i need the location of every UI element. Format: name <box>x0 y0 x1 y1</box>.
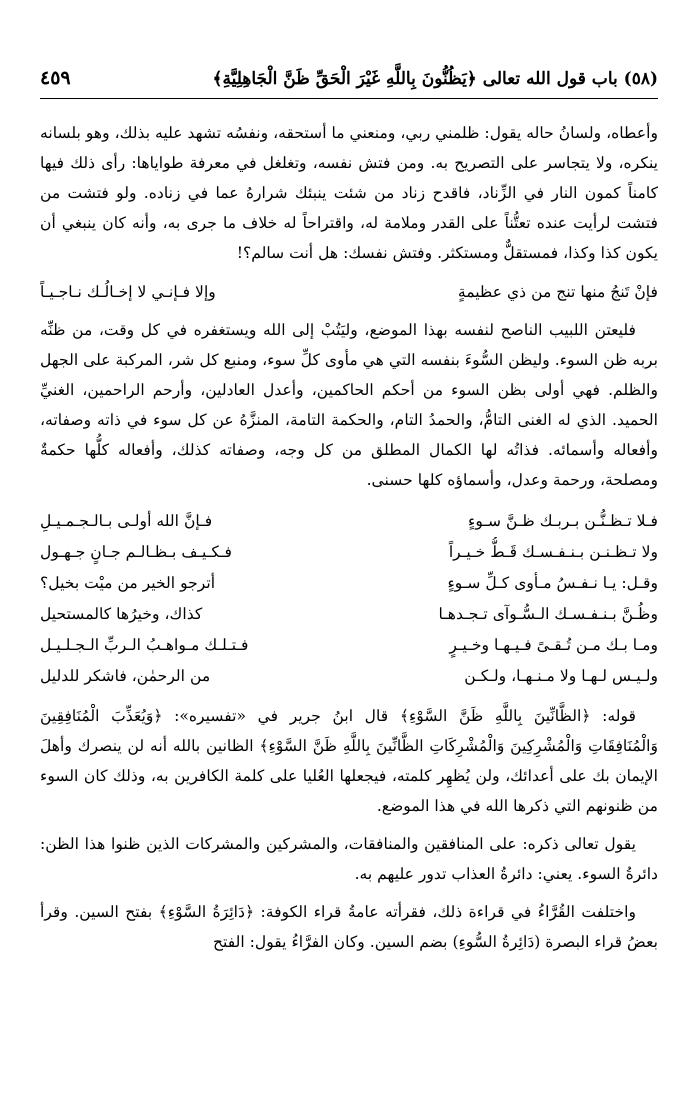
verse-first-hemistich: فـلا تـظـنُّـن بـربـك ظـنَّ سـوءٍ <box>467 511 658 530</box>
page-body <box>40 118 658 957</box>
verse-second-hemistich: وإلا فـإنـي لا إخـالُـك نـاجـيـاً <box>40 282 216 301</box>
paragraph: يقول تعالى ذكره: على المنافقين والمنافقات، والمشركين والمشركات الذين ظنوا هذا الظن: دائرةُ السوء. يعني: دائرةُ العذاب تدور عليهم به. <box>40 835 658 883</box>
verse-line <box>40 629 658 660</box>
chapter-title: (٥٨) باب قول الله تعالى ﴿يَظُنُّونَ بِاللَّهِ غَيْرَ الْحَقِّ ظَنَّ الْجَاهِلِيَّةِ﴾ <box>212 68 658 89</box>
page-header <box>40 58 658 99</box>
verse-second-hemistich: فـإنَّ الله أولـى بـالـجـمـيـلِ <box>40 511 213 530</box>
paragraph: قوله: ﴿الظَّانِّينَ بِاللَّهِ ظَنَّ السَّوْءِ﴾ قال ابنُ جرير في «تفسيره»: ﴿وَيُعَذِّبَ الْمُنَافِقِينَ وَالْمُنَافِقَاتِ وَالْمُشْرِكِينَ وَالْمُشْرِكَاتِ الظَّانِّينَ بِاللَّهِ ظَنَّ السَّوْءِ﴾ الظانين بالله أنه لن ينصرك وأهلَ الإيمان بك على أعدائك، ولن يُظهِر كلمته، فيجعلها العُليا على كلمة الكافرين به، وذلك كان السوء من ظنونهم التي ذكرها الله في هذا الموضع. <box>40 707 658 815</box>
paragraph: واختلفت القُرَّاءُ في قراءة ذلك، فقرأته عامةُ قراء الكوفة: ﴿دَائِرَةُ السَّوْءِ﴾ بفتح السين. وقرأ بعضُ قراء البصرة (دَائِرةُ السُّوءِ) بضم السين. وكان الفرَّاءُ يقول: الفتح <box>40 903 658 951</box>
poem-block <box>40 505 658 691</box>
verse-line <box>40 505 658 536</box>
verse-line <box>40 598 658 629</box>
verse-first-hemistich: وظُـنَّ بـنـفـسـك الـسُّـوآى تـجـدهـا <box>438 604 658 623</box>
verse-second-hemistich: أترجو الخير من ميْت بخيل؟ <box>40 573 216 592</box>
verse-line <box>40 276 658 307</box>
verse-second-hemistich: كذاك، وخيرُها كالمستحيل <box>40 604 203 623</box>
verse-second-hemistich: من الرحمٰن، فاشكر للدليل <box>40 666 211 685</box>
verse-line <box>40 567 658 598</box>
verse-second-hemistich: فـتـلـك مـواهـبُ الـربِّ الـجـلـيـل <box>40 635 249 654</box>
verse-second-hemistich: فـكـيـف بـظـالـم جـانٍ جـهـول <box>40 542 232 561</box>
verse-line <box>40 660 658 691</box>
verse-first-hemistich: وقـل: يـا نـفـسُ مـأوى كـلِّ سـوءٍ <box>447 573 658 592</box>
verse-first-hemistich: ولا تـظـنـن بـنـفـسـك قَـطُّ خـيـراً <box>448 542 658 561</box>
verse-first-hemistich: ولـيـس لـهـا ولا مـنـهـا، ولـكـن <box>464 666 658 685</box>
verse-first-hemistich: ومـا بـك مـن تُـقـىً فـيـهـا وخـيـرٍ <box>449 635 658 654</box>
paragraph: فليعتن اللبيب الناصح لنفسه بهذا الموضع، وليَتُبْ إلى الله ويستغفره في كل وقت، من ظنِّه بربه ظن السوء. وليظن السُّوءَ بنفسه التي هي مأوى كلِّ سوء، ومنبع كل شر، المركبة على الجهل والظلم. فهي أولى بظن السوء من أحكم الحاكمين، وأعدل العادلين، وأرحم الراحمين، الغنيِّ الحميد. الذي له الغنى التامُّ، والحمدُ التام، والحكمة التامة، المنزَّهُ عن كل سوء في ذاته وصفاته، وأفعاله وأسمائه. فذاتُه لها الكمال المطلق من كل وجه، وصفاته كذلك، وأفعاله كلُّها حكمةٌ ومصلحة، ورحمة وعدل، وأسماؤه كلها حسنى. <box>40 321 658 489</box>
paragraph: وأعطاه، ولسانُ حاله يقول: ظلمني ربي، ومنعني ما أستحقه، ونفسُه تشهد عليه بذلك، وهو بلسانه ينكره، ولا يتجاسر على التصريح به. ومن فتش نفسه، وتغلغل في معرفة طواياها: رأى ذلك فيها كامناً كمون النار في الزِّناد، فاقدح زناد من شئت ينبئك شرارهُ عما في زناده. ولو فتشت من فتشت لرأيت عنده تعتُّناً على القدر وملامة له، واقتراحاً له خلاف ما جرى به، وأنه كان ينبغي أن يكون كذا وكذا، فمستقلٌّ ومستكثر. وفتش نفسك: هل أنت سالم؟! <box>40 124 658 262</box>
page-number: ٤٥٩ <box>40 67 71 89</box>
verse-first-hemistich: فإنْ تَنجُ منها تنج من ذي عظيمةٍ <box>457 282 658 301</box>
verse-line <box>40 536 658 567</box>
